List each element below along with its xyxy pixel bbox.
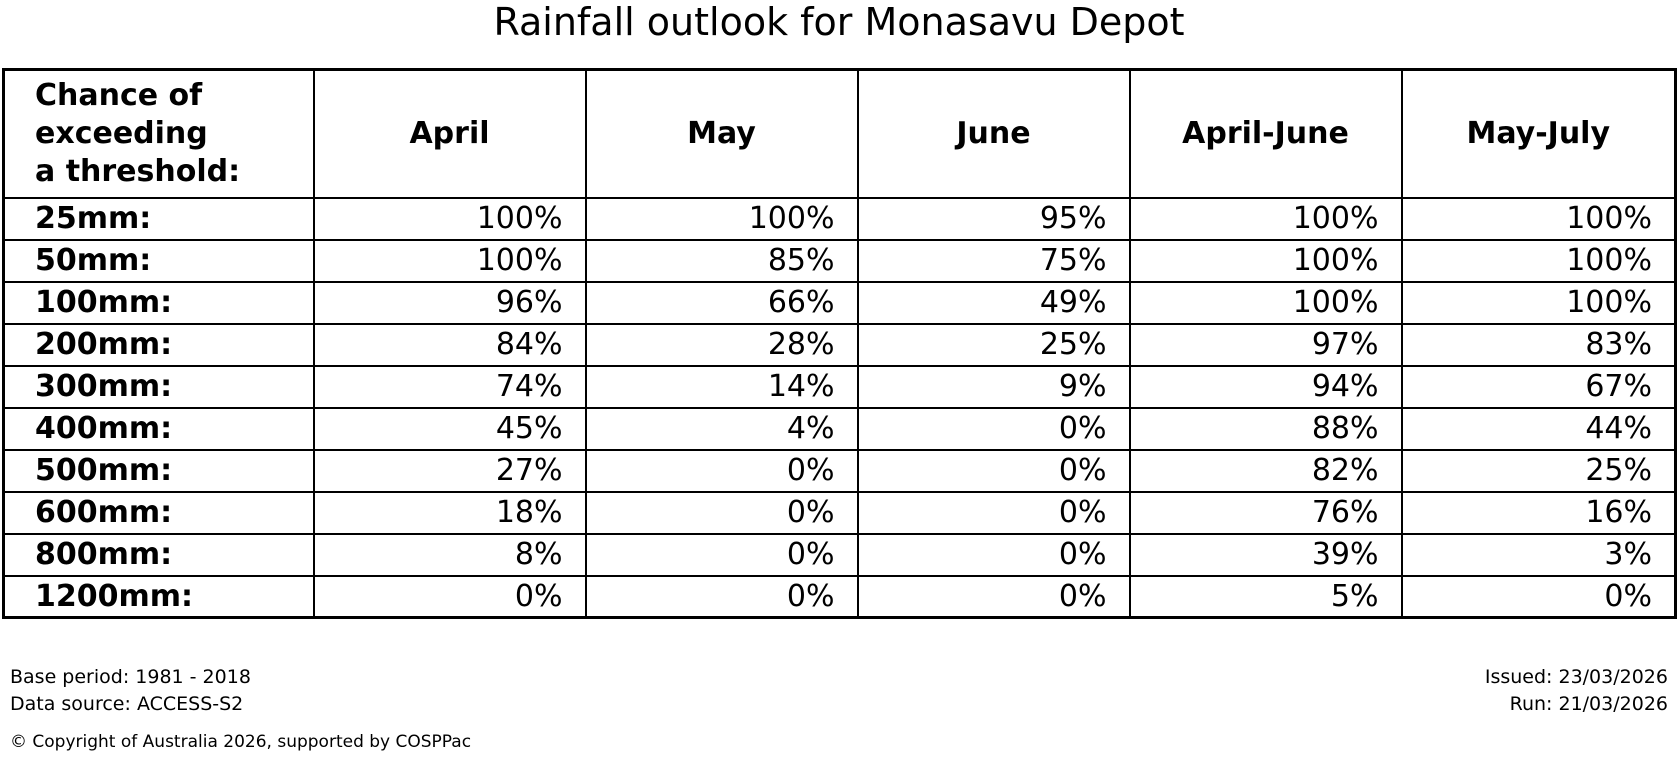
cell-50mm-may-july: 100%: [1402, 240, 1676, 282]
cell-500mm-april-june: 82%: [1130, 450, 1402, 492]
table-header: [4, 70, 1676, 198]
cell-300mm-may-july: 67%: [1402, 366, 1676, 408]
corner-header-line-2: exceeding: [35, 115, 208, 151]
cell-100mm-june: 49%: [858, 282, 1130, 324]
row-header-1200mm: 1200mm:: [4, 576, 314, 618]
column-header-may: May: [586, 70, 858, 198]
cell-1200mm-june: 0%: [858, 576, 1130, 618]
cell-600mm-may: 0%: [586, 492, 858, 534]
cell-25mm-may: 100%: [586, 198, 858, 240]
table-row: [4, 198, 1676, 240]
cell-300mm-april: 74%: [314, 366, 586, 408]
data-source-text: Data source: ACCESS-S2: [10, 693, 244, 715]
issued-date-text: Issued: 23/03/2026: [1484, 666, 1668, 688]
row-header-200mm: 200mm:: [4, 324, 314, 366]
cell-25mm-june: 95%: [858, 198, 1130, 240]
cell-500mm-may: 0%: [586, 450, 858, 492]
cell-1200mm-may-july: 0%: [1402, 576, 1676, 618]
cell-1200mm-april: 0%: [314, 576, 586, 618]
cell-200mm-may: 28%: [586, 324, 858, 366]
header-row: [4, 70, 1676, 198]
table-row: [4, 492, 1676, 534]
cell-300mm-june: 9%: [858, 366, 1130, 408]
cell-200mm-may-july: 83%: [1402, 324, 1676, 366]
cell-500mm-may-july: 25%: [1402, 450, 1676, 492]
row-header-100mm: 100mm:: [4, 282, 314, 324]
cell-400mm-april-june: 88%: [1130, 408, 1402, 450]
row-header-800mm: 800mm:: [4, 534, 314, 576]
table-row: [4, 534, 1676, 576]
cell-200mm-april: 84%: [314, 324, 586, 366]
row-header-400mm: 400mm:: [4, 408, 314, 450]
cell-200mm-june: 25%: [858, 324, 1130, 366]
cell-800mm-april-june: 39%: [1130, 534, 1402, 576]
cell-300mm-may: 14%: [586, 366, 858, 408]
cell-100mm-may-july: 100%: [1402, 282, 1676, 324]
cell-400mm-june: 0%: [858, 408, 1130, 450]
table-row: [4, 324, 1676, 366]
cell-300mm-april-june: 94%: [1130, 366, 1402, 408]
cell-400mm-may: 4%: [586, 408, 858, 450]
row-header-500mm: 500mm:: [4, 450, 314, 492]
page-title: Rainfall outlook for Monasavu Depot: [493, 0, 1185, 44]
footer-left: [10, 664, 251, 718]
cell-800mm-june: 0%: [858, 534, 1130, 576]
base-period-text: Base period: 1981 - 2018: [10, 666, 251, 688]
cell-400mm-april: 45%: [314, 408, 586, 450]
cell-25mm-may-july: 100%: [1402, 198, 1676, 240]
table-body: [4, 198, 1676, 618]
cell-50mm-may: 85%: [586, 240, 858, 282]
cell-50mm-april: 100%: [314, 240, 586, 282]
table-row: [4, 366, 1676, 408]
cell-1200mm-april-june: 5%: [1130, 576, 1402, 618]
row-header-600mm: 600mm:: [4, 492, 314, 534]
cell-800mm-may-july: 3%: [1402, 534, 1676, 576]
cell-25mm-april-june: 100%: [1130, 198, 1402, 240]
column-header-may-july: May-July: [1402, 70, 1676, 198]
table-row: [4, 240, 1676, 282]
table-row: [4, 450, 1676, 492]
table-row: [4, 408, 1676, 450]
cell-800mm-may: 0%: [586, 534, 858, 576]
column-header-april: April: [314, 70, 586, 198]
footer-right: [1485, 664, 1668, 718]
cell-50mm-june: 75%: [858, 240, 1130, 282]
corner-header-line-1: Chance of: [35, 77, 203, 113]
column-header-april-june: April-June: [1130, 70, 1402, 198]
cell-500mm-june: 0%: [858, 450, 1130, 492]
column-header-june: June: [858, 70, 1130, 198]
cell-500mm-april: 27%: [314, 450, 586, 492]
table-row: [4, 576, 1676, 618]
row-header-25mm: 25mm:: [4, 198, 314, 240]
cell-800mm-april: 8%: [314, 534, 586, 576]
cell-600mm-june: 0%: [858, 492, 1130, 534]
run-date-text: Run: 21/03/2026: [1509, 693, 1668, 715]
table-row: [4, 282, 1676, 324]
footer: [0, 664, 1678, 770]
cell-100mm-april-june: 100%: [1130, 282, 1402, 324]
cell-600mm-april: 18%: [314, 492, 586, 534]
row-header-50mm: 50mm:: [4, 240, 314, 282]
row-header-300mm: 300mm:: [4, 366, 314, 408]
cell-200mm-april-june: 97%: [1130, 324, 1402, 366]
cell-50mm-april-june: 100%: [1130, 240, 1402, 282]
cell-1200mm-may: 0%: [586, 576, 858, 618]
cell-600mm-may-july: 16%: [1402, 492, 1676, 534]
column-header-threshold: [4, 70, 314, 198]
cell-100mm-may: 66%: [586, 282, 858, 324]
corner-header-line-3: a threshold:: [35, 153, 241, 189]
cell-600mm-april-june: 76%: [1130, 492, 1402, 534]
cell-25mm-april: 100%: [314, 198, 586, 240]
rainfall-outlook-table: [2, 68, 1677, 619]
cell-100mm-april: 96%: [314, 282, 586, 324]
copyright-text: © Copyright of Australia 2026, supported by COSPPac: [10, 732, 472, 752]
cell-400mm-may-july: 44%: [1402, 408, 1676, 450]
